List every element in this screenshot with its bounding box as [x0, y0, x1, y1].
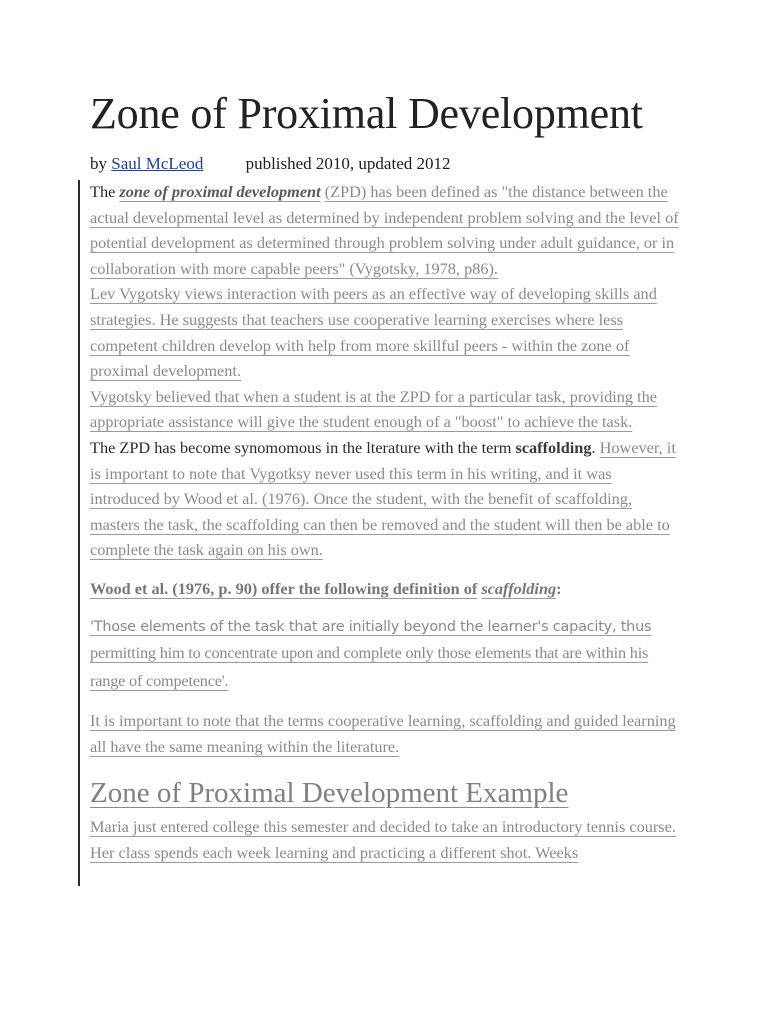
publish-date: published 2010, updated 2012 — [245, 154, 451, 173]
paragraph-text: Maria just entered college this semester and decided to take an introductory tennis course. Her class spends each week learning and practicing a different shot. Weeks — [90, 817, 676, 863]
author-link[interactable]: Saul McLeod — [111, 154, 204, 173]
paragraph-text: Lev Vygotsky views interaction with peers as an effective way of developing skills and strategies. He suggests that teachers use cooperative learning exercises where less competent children develop with help from more skillful peers - within the zone of proximal development. — [90, 284, 657, 381]
paragraph-text: Vygotsky believed that when a student is at the ZPD for a particular task, providing the appropriate assistance will give the student enough of a "boost" to achieve the task. — [90, 386, 657, 432]
revision-change-bar — [78, 180, 80, 886]
byline-by: by — [90, 154, 107, 173]
punctuation: : — [556, 578, 562, 598]
punctuation: . — [591, 437, 596, 457]
paragraph-scaffolding — [90, 435, 685, 563]
quote-text: permitting him to concentrate upon and complete only those elements that are within his range of competence'. — [90, 643, 649, 690]
paragraph-peer-interaction — [90, 281, 685, 383]
paragraph-assistance — [90, 384, 685, 435]
article-body — [90, 179, 685, 866]
paragraph-text: However, it is important to note that Vygotksy never used this term in his writing, and it was introduced by Wood et al. (1976). Once the student, with the benefit of scaffolding, masters the task, the scaffolding can then be removed and the student will then be able to complete the task again on his own. — [90, 437, 676, 560]
section-heading — [90, 776, 685, 810]
paragraph-text: (ZPD) has been defined as "the distance between the actual developmental level as determined by independent problem solving and the level of potential development as determined through problem solving under adult guidance, or in collaboration with more capable peers" (Vygotsky, 1978, p86). — [90, 182, 679, 278]
definition-quote — [90, 615, 685, 696]
definition-term: scaffolding — [481, 578, 557, 598]
definition-lead: Wood et al. (1976, p. 90) offer the following definition of — [90, 578, 478, 598]
scaffolding-term: scaffolding — [515, 437, 592, 457]
paragraph-text: It is important to note that the terms cooperative learning, scaffolding and guided learning all have the same meaning within the literature. — [90, 711, 676, 756]
section-heading-text: Zone of Proximal Development Example — [90, 777, 569, 810]
paragraph-lead: The ZPD has become synomomous in the lterature with the term — [90, 437, 512, 457]
quote-text: 'Those elements of the task that are initially beyond the learner's capacity, thus — [90, 618, 652, 635]
byline — [90, 154, 451, 174]
paragraph-example — [90, 814, 685, 865]
paragraph-lead: The — [90, 182, 116, 201]
page-title: Zone of Proximal Development — [90, 89, 643, 138]
definition-intro — [90, 576, 685, 602]
zpd-term: zone of proximal development — [119, 182, 321, 201]
paragraph-note — [90, 708, 685, 759]
paragraph-zpd-definition — [90, 179, 685, 281]
